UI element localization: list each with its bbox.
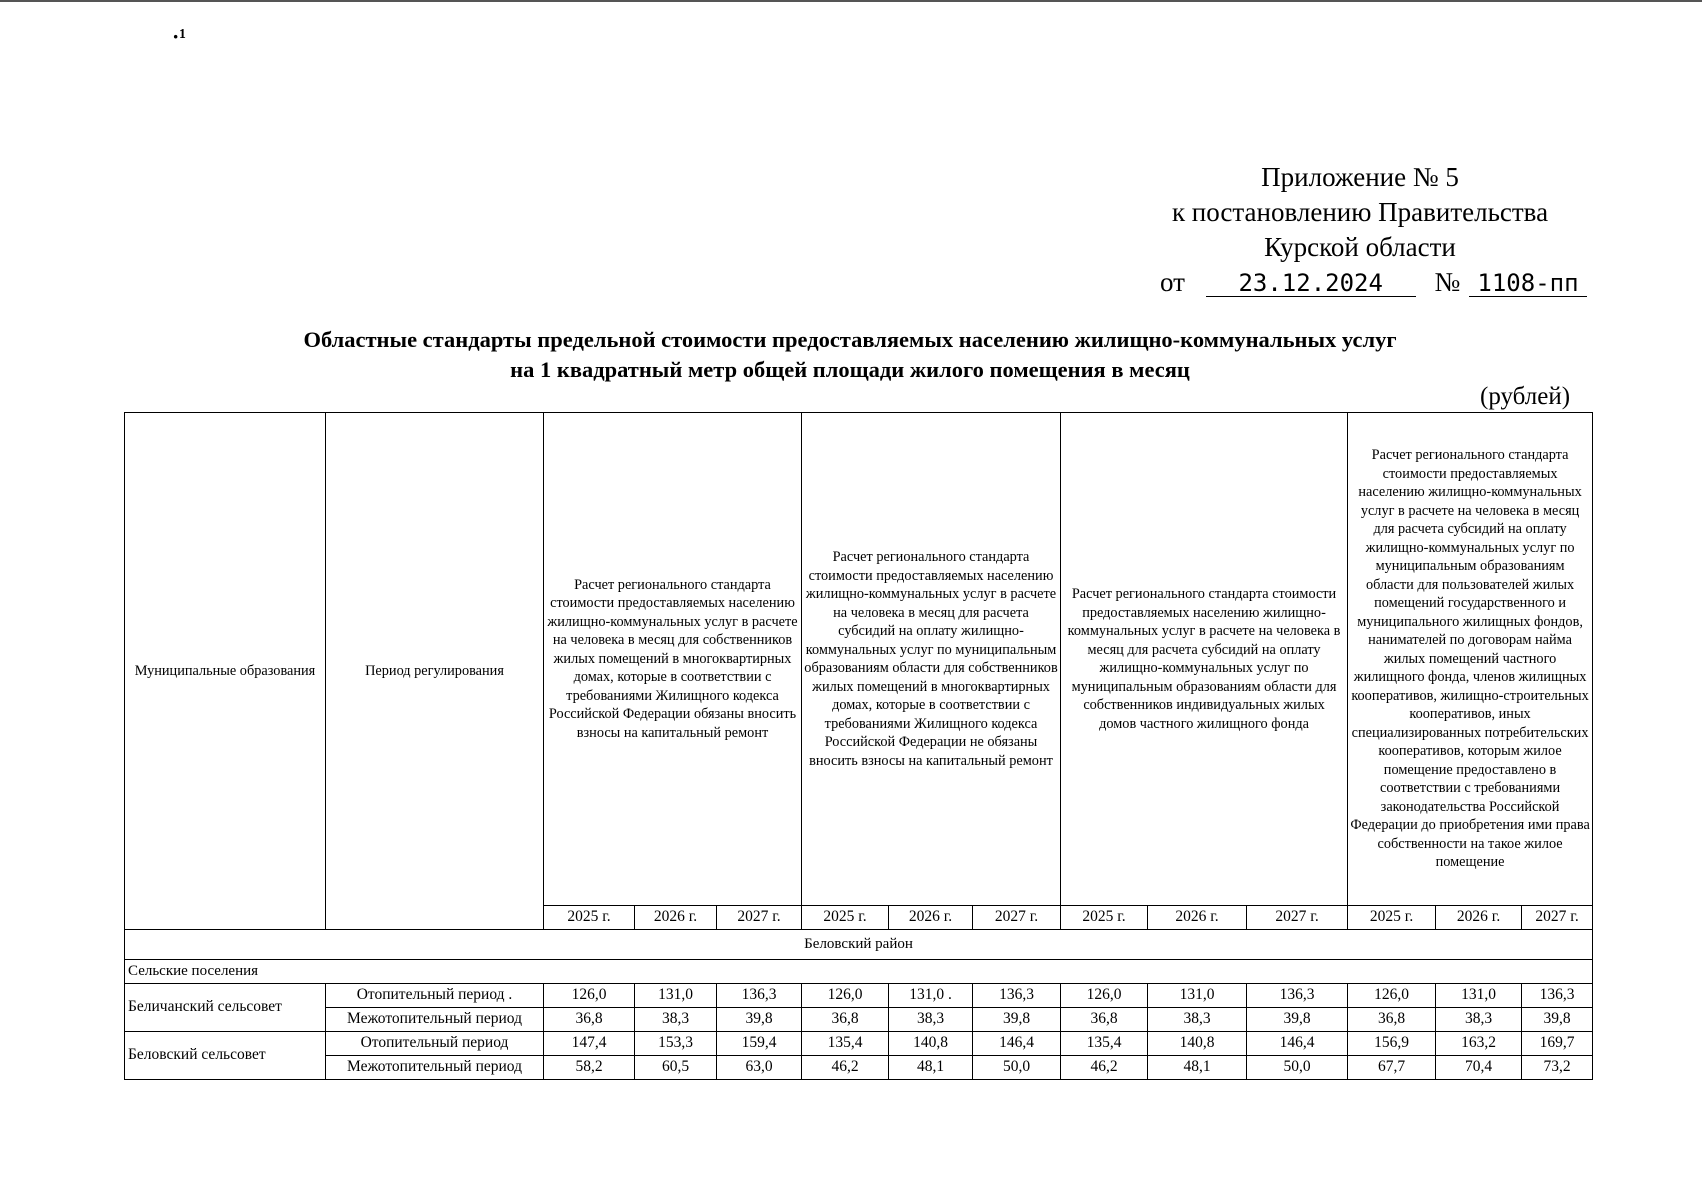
year-header: 2027 г. xyxy=(717,906,802,930)
value-cell: 48,1 xyxy=(1148,1056,1247,1080)
value-cell: 36,8 xyxy=(544,1008,635,1032)
value-cell: 60,5 xyxy=(635,1056,717,1080)
header-municipal: Муниципальные образования xyxy=(125,413,326,930)
title-line-1: Областные стандарты предельной стоимости предоставляемых населению жилищно-коммунальных услуг xyxy=(303,327,1397,352)
value-cell: 46,2 xyxy=(1061,1056,1148,1080)
value-cell: 163,2 xyxy=(1436,1032,1522,1056)
district-name: Беловский район xyxy=(125,930,1593,960)
value-cell: 131,0 . xyxy=(889,984,973,1008)
value-cell: 38,3 xyxy=(1436,1008,1522,1032)
value-cell: 136,3 xyxy=(717,984,802,1008)
date-prefix: от xyxy=(1160,267,1185,297)
value-cell: 146,4 xyxy=(973,1032,1061,1056)
header-group-2: Расчет регионального стандарта стоимости предоставляемых населению жилищно-коммунальных услуг в расчете на человека в месяц для расчета субсидий на оплату жилищно-коммунальных услуг по муниципальным образованиям области для собственников жилых помещений в многоквартирных домах, которые в соответствии с требованиями Жилищного кодекса Российской Федерации не обязаны вносить взносы на капитальный ремонт xyxy=(802,413,1061,906)
value-cell: 140,8 xyxy=(1148,1032,1247,1056)
value-cell: 36,8 xyxy=(1348,1008,1436,1032)
value-cell: 38,3 xyxy=(1148,1008,1247,1032)
municipality-name: Беловский сельсовет xyxy=(125,1032,326,1080)
value-cell: 146,4 xyxy=(1247,1032,1348,1056)
corner-scan-mark: ·¹ xyxy=(172,24,186,49)
period-cell: Отопительный период . xyxy=(326,984,544,1008)
year-header: 2025 г. xyxy=(544,906,635,930)
header-row xyxy=(125,413,1593,906)
resolution-number: 1108-пп xyxy=(1469,270,1587,297)
period-cell: Межотопительный период xyxy=(326,1008,544,1032)
header-group-4: Расчет регионального стандарта стоимости предоставляемых населению жилищно-коммунальных услуг в расчете на человека в месяц для расчета субсидий на оплату жилищно-коммунальных услуг по муниципальным образованиям области для пользователей жилых помещений государственного и муниципального жилищных фондов, нанимателей по договорам найма жилых помещений частного жилищного фонда, членов жилищных кооперативов, жилищно-строительных кооперативов, иных специализированных потребительских кооперативов, которым жилое помещение предоставлено в соответствии с требованиями законодательства Российской Федерации до приобретения ими права собственности на такое жилое помещение xyxy=(1348,413,1593,906)
header-group-1: Расчет регионального стандарта стоимости предоставляемых населению жилищно-коммунальных услуг в расчете на человека в месяц для собственников жилых помещений в многоквартирных домах, которые в соответствии с требованиями Жилищного кодекса Российской Федерации обязаны вносить взносы на капитальный ремонт xyxy=(544,413,802,906)
value-cell: 136,3 xyxy=(1522,984,1593,1008)
value-cell: 48,1 xyxy=(889,1056,973,1080)
table-row xyxy=(125,1032,1593,1056)
value-cell: 38,3 xyxy=(635,1008,717,1032)
value-cell: 159,4 xyxy=(717,1032,802,1056)
value-cell: 50,0 xyxy=(1247,1056,1348,1080)
year-header: 2027 г. xyxy=(1522,906,1593,930)
value-cell: 136,3 xyxy=(1247,984,1348,1008)
header-period: Период регулирования xyxy=(326,413,544,930)
value-cell: 67,7 xyxy=(1348,1056,1436,1080)
value-cell: 39,8 xyxy=(1247,1008,1348,1032)
value-cell: 50,0 xyxy=(973,1056,1061,1080)
value-cell: 126,0 xyxy=(544,984,635,1008)
standards-table xyxy=(124,412,1593,1080)
title-line-2: на 1 квадратный метр общей площади жилого помещения в месяц xyxy=(510,357,1190,382)
year-header: 2026 г. xyxy=(1148,906,1247,930)
value-cell: 126,0 xyxy=(1061,984,1148,1008)
section-row xyxy=(125,960,1593,984)
municipality-name: Беличанский сельсовет xyxy=(125,984,326,1032)
value-cell: 131,0 xyxy=(635,984,717,1008)
value-cell: 126,0 xyxy=(1348,984,1436,1008)
value-cell: 135,4 xyxy=(802,1032,889,1056)
value-cell: 147,4 xyxy=(544,1032,635,1056)
header-group-3: Расчет регионального стандарта стоимости предоставляемых населению жилищно-коммунальных услуг в расчете на человека в месяц для расчета субсидий на оплату жилищно-коммунальных услуг по муниципальным образованиям области для собственников индивидуальных жилых домов частного жилищного фонда xyxy=(1061,413,1348,906)
value-cell: 46,2 xyxy=(802,1056,889,1080)
period-cell: Отопительный период xyxy=(326,1032,544,1056)
value-cell: 136,3 xyxy=(973,984,1061,1008)
table-row xyxy=(125,1008,1593,1032)
value-cell: 73,2 xyxy=(1522,1056,1593,1080)
units-label: (рублей) xyxy=(1480,383,1571,410)
resolution-date: 23.12.2024 xyxy=(1206,270,1416,297)
value-cell: 63,0 xyxy=(717,1056,802,1080)
appendix-block xyxy=(1100,160,1620,300)
table-row xyxy=(125,984,1593,1008)
appendix-number: Приложение № 5 xyxy=(1261,162,1459,192)
period-cell: Межотопительный период xyxy=(326,1056,544,1080)
appendix-resolution-line: к постановлению Правительства xyxy=(1171,197,1549,227)
scan-edge-line xyxy=(0,0,1702,2)
value-cell: 36,8 xyxy=(802,1008,889,1032)
district-row xyxy=(125,930,1593,960)
value-cell: 39,8 xyxy=(717,1008,802,1032)
document-title xyxy=(200,325,1500,385)
value-cell: 70,4 xyxy=(1436,1056,1522,1080)
value-cell: 36,8 xyxy=(1061,1008,1148,1032)
value-cell: 135,4 xyxy=(1061,1032,1148,1056)
value-cell: 131,0 xyxy=(1436,984,1522,1008)
year-header: 2026 г. xyxy=(889,906,973,930)
value-cell: 169,7 xyxy=(1522,1032,1593,1056)
year-header: 2026 г. xyxy=(635,906,717,930)
value-cell: 39,8 xyxy=(973,1008,1061,1032)
value-cell: 131,0 xyxy=(1148,984,1247,1008)
appendix-date-line xyxy=(1100,265,1620,300)
table-row xyxy=(125,1056,1593,1080)
section-name: Сельские поселения xyxy=(125,960,1593,984)
value-cell: 153,3 xyxy=(635,1032,717,1056)
value-cell: 38,3 xyxy=(889,1008,973,1032)
number-prefix: № xyxy=(1434,267,1461,297)
value-cell: 58,2 xyxy=(544,1056,635,1080)
appendix-region-line: Курской области xyxy=(1264,232,1456,262)
year-header: 2025 г. xyxy=(802,906,889,930)
value-cell: 156,9 xyxy=(1348,1032,1436,1056)
value-cell: 126,0 xyxy=(802,984,889,1008)
value-cell: 39,8 xyxy=(1522,1008,1593,1032)
year-header: 2025 г. xyxy=(1348,906,1436,930)
year-header: 2026 г. xyxy=(1436,906,1522,930)
value-cell: 140,8 xyxy=(889,1032,973,1056)
year-header: 2027 г. xyxy=(1247,906,1348,930)
year-header: 2027 г. xyxy=(973,906,1061,930)
year-header: 2025 г. xyxy=(1061,906,1148,930)
